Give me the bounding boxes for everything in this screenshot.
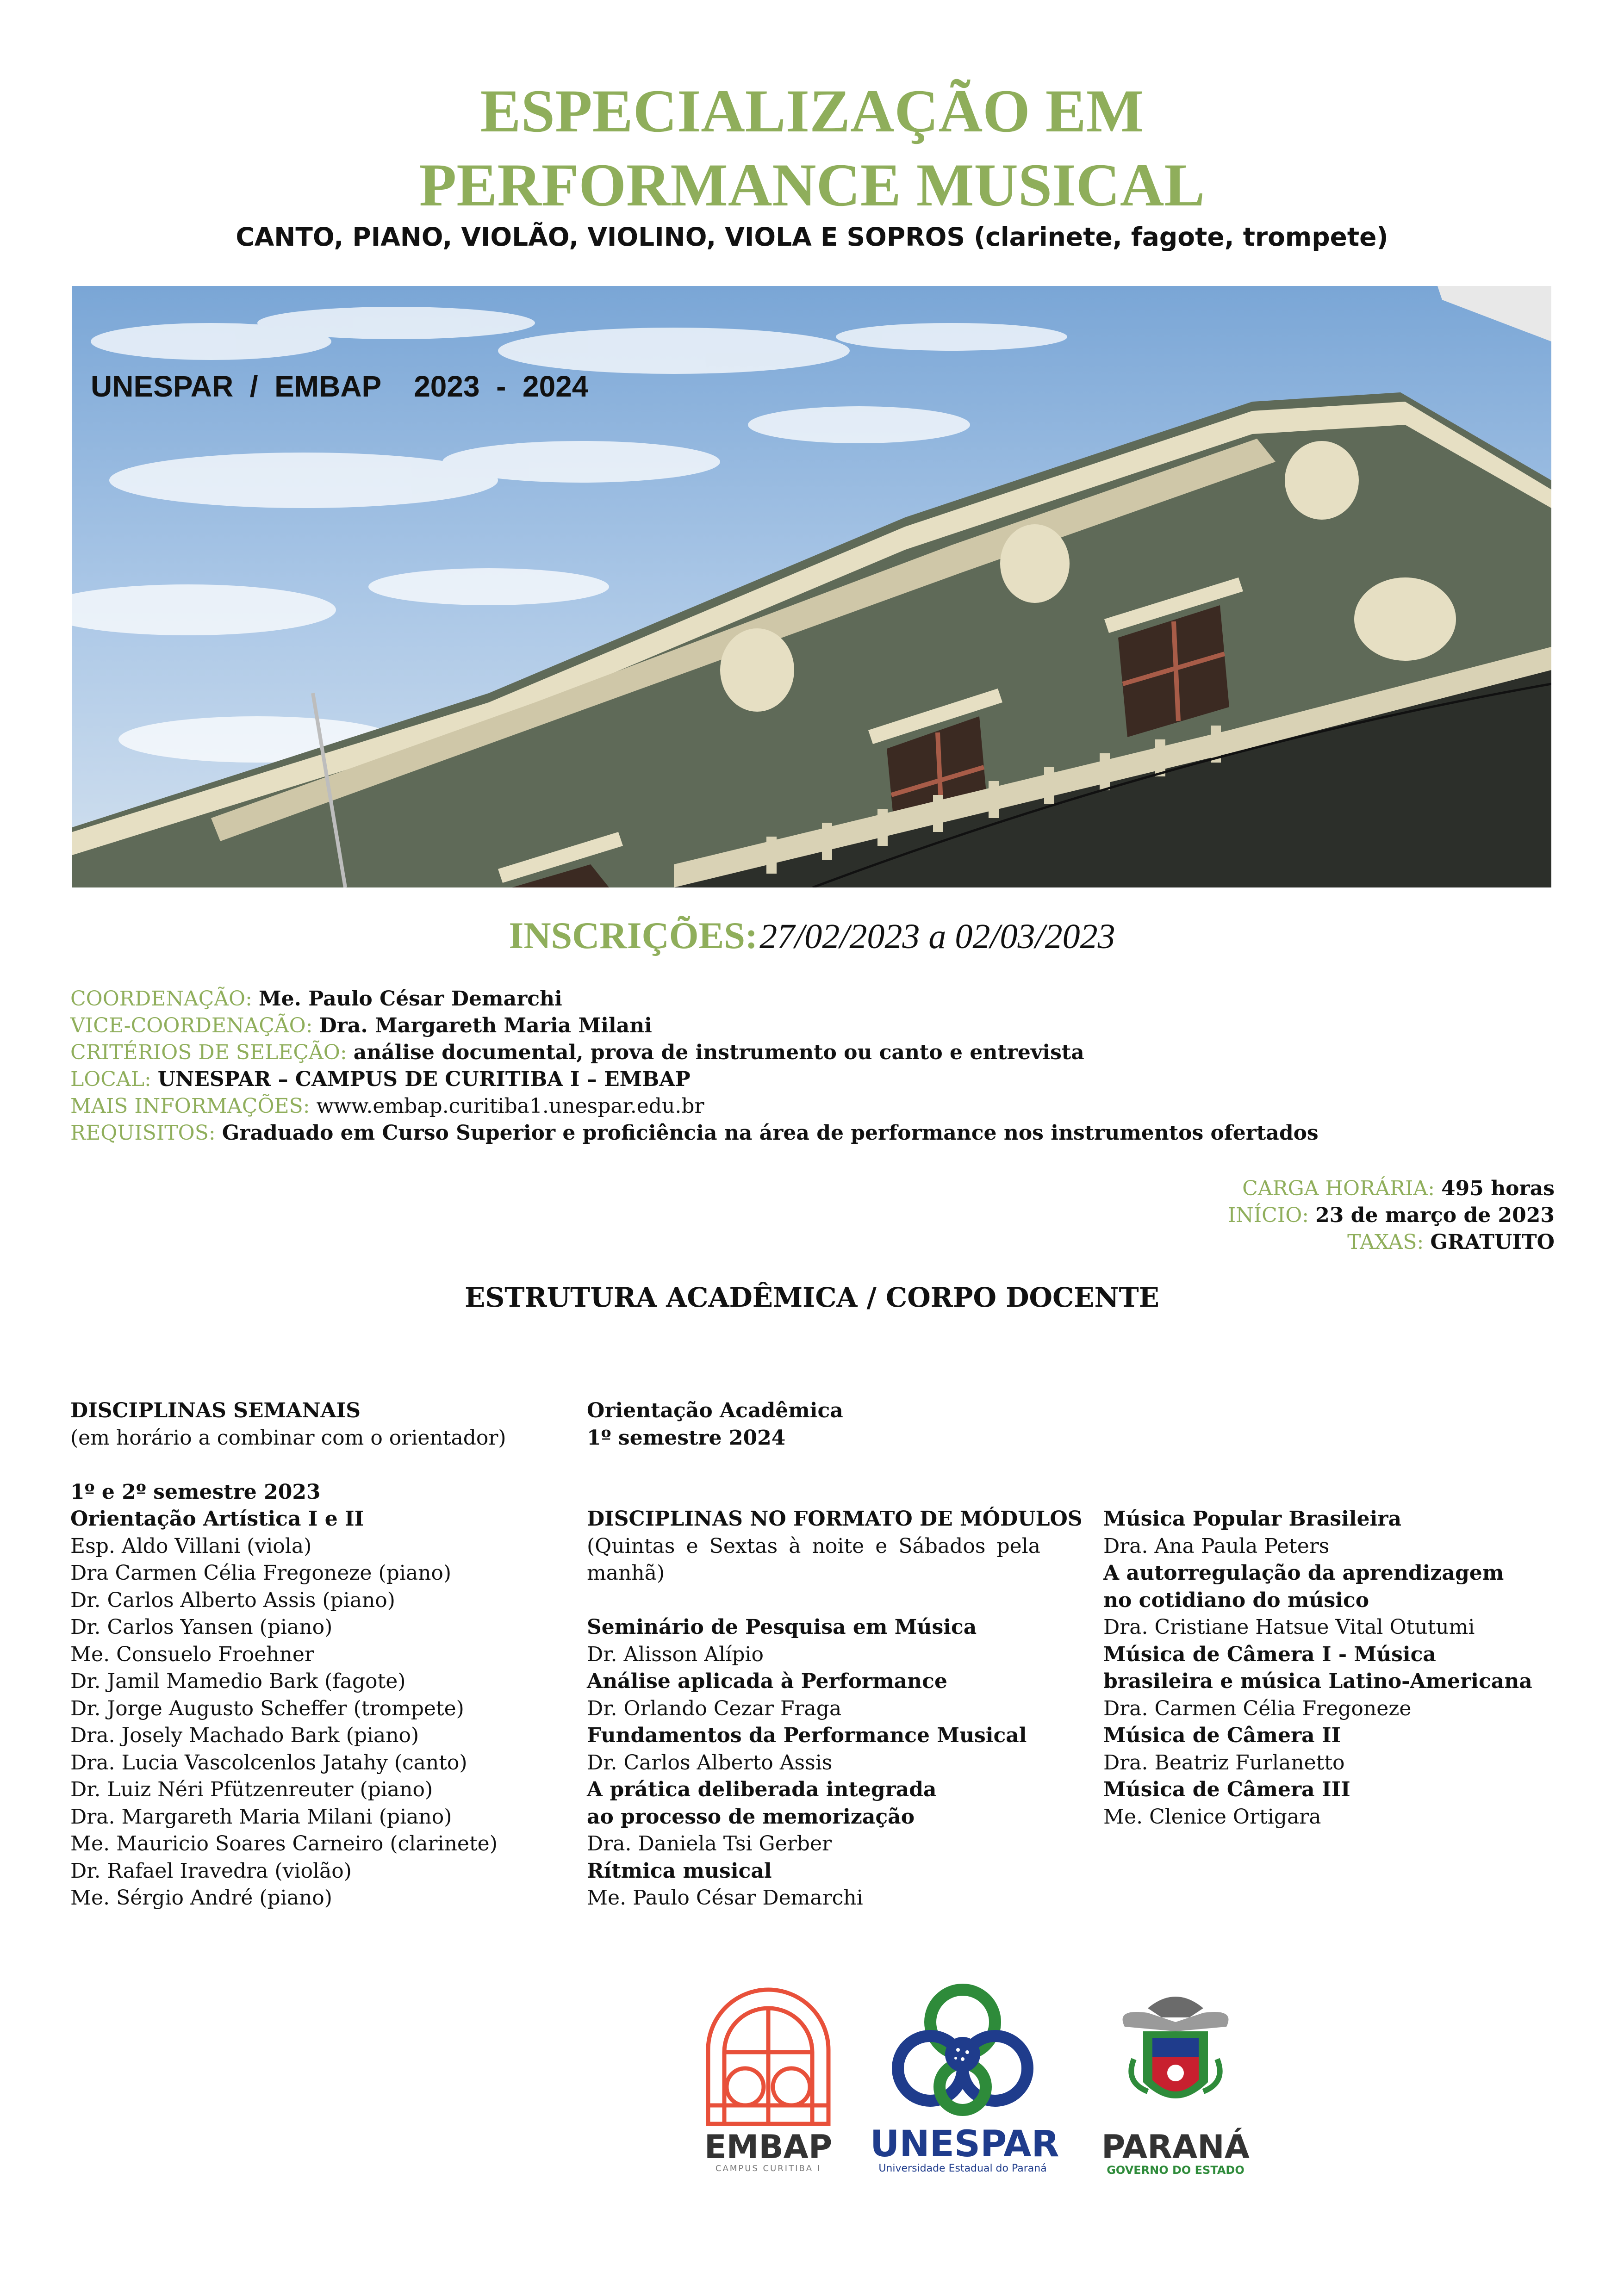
unespar-logo-name: UNESPAR [870, 2123, 1059, 2165]
teacher-item: Dr. Carlos Yansen (piano) [70, 1615, 333, 1639]
info-value: Graduado em Curso Superior e proficiência na área de performance nos instrumentos ofertados [222, 1121, 1319, 1145]
hero-photo [72, 286, 1551, 887]
info-criterios [70, 1039, 1319, 1066]
unespar-logo-sub: Universidade Estadual do Paraná [878, 2163, 1047, 2174]
info-key: LOCAL: [70, 1067, 151, 1091]
title-line-1: ESPECIALIZAÇÃO EM [480, 77, 1144, 145]
info-key: CRITÉRIOS DE SELEÇÃO: [70, 1041, 347, 1064]
teacher-item: Dr. Rafael Iravedra (violão) [70, 1859, 352, 1883]
parana-logo [1097, 1990, 1254, 2184]
teacher-item: Me. Consuelo Froehner [70, 1642, 314, 1666]
teacher-item: Me. Sérgio André (piano) [70, 1886, 332, 1910]
column-disciplinas-semanais [70, 1397, 561, 1912]
section-title: ESTRUTURA ACADÊMICA / CORPO DOCENTE [465, 1282, 1159, 1313]
inscricoes-line [0, 914, 1624, 957]
info-value: Dra. Margareth Maria Milani [319, 1014, 652, 1037]
parana-logo-sub: GOVERNO DO ESTADO [1107, 2164, 1244, 2177]
teacher-item: Dr. Carlos Alberto Assis (piano) [70, 1588, 395, 1612]
teacher-item: Dra. Daniela Tsi Gerber [587, 1832, 832, 1855]
inscricoes-label: INSCRIÇÕES: [509, 914, 758, 956]
column-heading: DISCIPLINAS SEMANAIS [70, 1399, 361, 1422]
info-value: UNESPAR – CAMPUS DE CURITIBA I – EMBAP [157, 1067, 691, 1091]
info-taxas [1228, 1229, 1555, 1256]
info-key: MAIS INFORMAÇÕES: [70, 1094, 310, 1118]
info-inicio [1228, 1202, 1555, 1229]
info-block [70, 986, 1319, 1147]
info-key: INÍCIO: [1227, 1204, 1309, 1227]
embap-logo-name: EMBAP [704, 2128, 833, 2166]
teacher-item: Dra Carmen Célia Fregoneze (piano) [70, 1561, 452, 1585]
teacher-item: Me. Clenice Ortigara [1103, 1805, 1321, 1829]
discipline-title: Seminário de Pesquisa em Música [587, 1615, 977, 1639]
discipline-title: Música de Câmera II [1103, 1724, 1341, 1747]
teacher-item: Dr. Luiz Néri Pfützenreuter (piano) [70, 1778, 433, 1801]
page-subtitle: CANTO, PIANO, VIOLÃO, VIOLINO, VIOLA E SOPROS (clarinete, fagote, trompete) [236, 222, 1388, 252]
discipline-title: Rítmica musical [587, 1859, 772, 1883]
teacher-item: Me. Paulo César Demarchi [587, 1886, 863, 1910]
info-local [70, 1066, 1319, 1093]
info-key: TAXAS: [1347, 1230, 1424, 1254]
info-value: 23 de março de 2023 [1315, 1204, 1555, 1227]
info-link[interactable]: www.embap.curitiba1.unespar.edu.br [316, 1094, 704, 1118]
discipline-title: A prática deliberada integrada ao processo de memorização [587, 1778, 937, 1829]
parana-coat-of-arms-icon [1097, 1990, 1254, 2128]
teacher-item: Dr. Jamil Mamedio Bark (fagote) [70, 1669, 406, 1693]
modules-heading: DISCIPLINAS NO FORMATO DE MÓDULOS [587, 1507, 1083, 1531]
discipline-title: Orientação Artística I e II [70, 1507, 364, 1531]
teacher-item: Dr. Alisson Alípio [587, 1642, 764, 1666]
discipline-title: Música de Câmera I - Música brasileira e música Latino-Americana [1103, 1642, 1532, 1693]
hero-label: UNESPAR / EMBAP 2023 - 2024 [91, 370, 589, 403]
teacher-item: Dr. Jorge Augusto Scheffer (trompete) [70, 1696, 464, 1720]
info-mais-informacoes [70, 1093, 1319, 1120]
teacher-item: Dr. Orlando Cezar Fraga [587, 1696, 842, 1720]
semester-label: 1º semestre 2024 [587, 1426, 786, 1450]
discipline-title: A autorregulação da aprendizagem no cotidiano do músico [1103, 1561, 1504, 1612]
info-value: GRATUITO [1430, 1230, 1555, 1254]
discipline-title: Música Popular Brasileira [1103, 1507, 1402, 1531]
teacher-item: Dra. Ana Paula Peters [1103, 1534, 1330, 1558]
discipline-title: Fundamentos da Performance Musical [587, 1724, 1027, 1747]
teacher-item: Dra. Josely Machado Bark (piano) [70, 1724, 419, 1747]
info-requisitos [70, 1120, 1319, 1147]
embap-logo [690, 1980, 847, 2175]
discipline-title: Análise aplicada à Performance [587, 1669, 947, 1693]
column-orientacao-academica [587, 1397, 1083, 1912]
info-value: análise documental, prova de instrumento ou canto e entrevista [353, 1041, 1084, 1064]
teacher-item: Me. Mauricio Soares Carneiro (clarinete) [70, 1832, 498, 1855]
unespar-logo [870, 1976, 1059, 2179]
info-key: REQUISITOS: [70, 1121, 216, 1145]
teacher-item: Dr. Carlos Alberto Assis [587, 1750, 833, 1775]
teacher-item: Dra. Lucia Vascolcenlos Jatahy (canto) [70, 1750, 467, 1775]
info-vice-coordenacao [70, 1012, 1319, 1039]
embap-logo-sub: CAMPUS CURITIBA I [715, 2164, 821, 2173]
column-heading: Orientação Acadêmica [587, 1399, 843, 1422]
right-info-block [1228, 1175, 1555, 1256]
column-note: (em horário a combinar com o orientador) [70, 1426, 506, 1450]
discipline-title: Música de Câmera III [1103, 1778, 1350, 1801]
teacher-item: Dra. Margareth Maria Milani (piano) [70, 1805, 452, 1829]
info-carga-horaria [1228, 1175, 1555, 1202]
teacher-item: Dra. Cristiane Hatsue Vital Otutumi [1103, 1615, 1475, 1639]
teacher-item: Esp. Aldo Villani (viola) [70, 1534, 312, 1558]
inscricoes-dates: 27/02/2023 a 02/03/2023 [759, 917, 1115, 956]
embap-arch-icon [690, 1980, 847, 2128]
info-value: 495 horas [1441, 1177, 1555, 1200]
info-key: COORDENAÇÃO: [70, 987, 252, 1011]
column-modulos-continuacao [1103, 1506, 1557, 1831]
info-key: VICE-COORDENAÇÃO: [70, 1014, 313, 1037]
page-title [0, 74, 1624, 222]
info-coordenacao [70, 986, 1319, 1012]
info-value: Me. Paulo César Demarchi [258, 987, 562, 1011]
unespar-emblem-icon [870, 1976, 1055, 2124]
semester-label: 1º e 2º semestre 2023 [70, 1480, 321, 1504]
title-line-2: PERFORMANCE MUSICAL [419, 151, 1205, 219]
teacher-item: Dra. Beatriz Furlanetto [1103, 1750, 1345, 1775]
parana-logo-name: PARANÁ [1101, 2128, 1250, 2166]
teacher-item: Dra. Carmen Célia Fregoneze [1103, 1696, 1412, 1720]
modules-note: (Quintas e Sextas à noite e Sábados pela manhã) [587, 1534, 1040, 1585]
info-key: CARGA HORÁRIA: [1242, 1177, 1435, 1200]
